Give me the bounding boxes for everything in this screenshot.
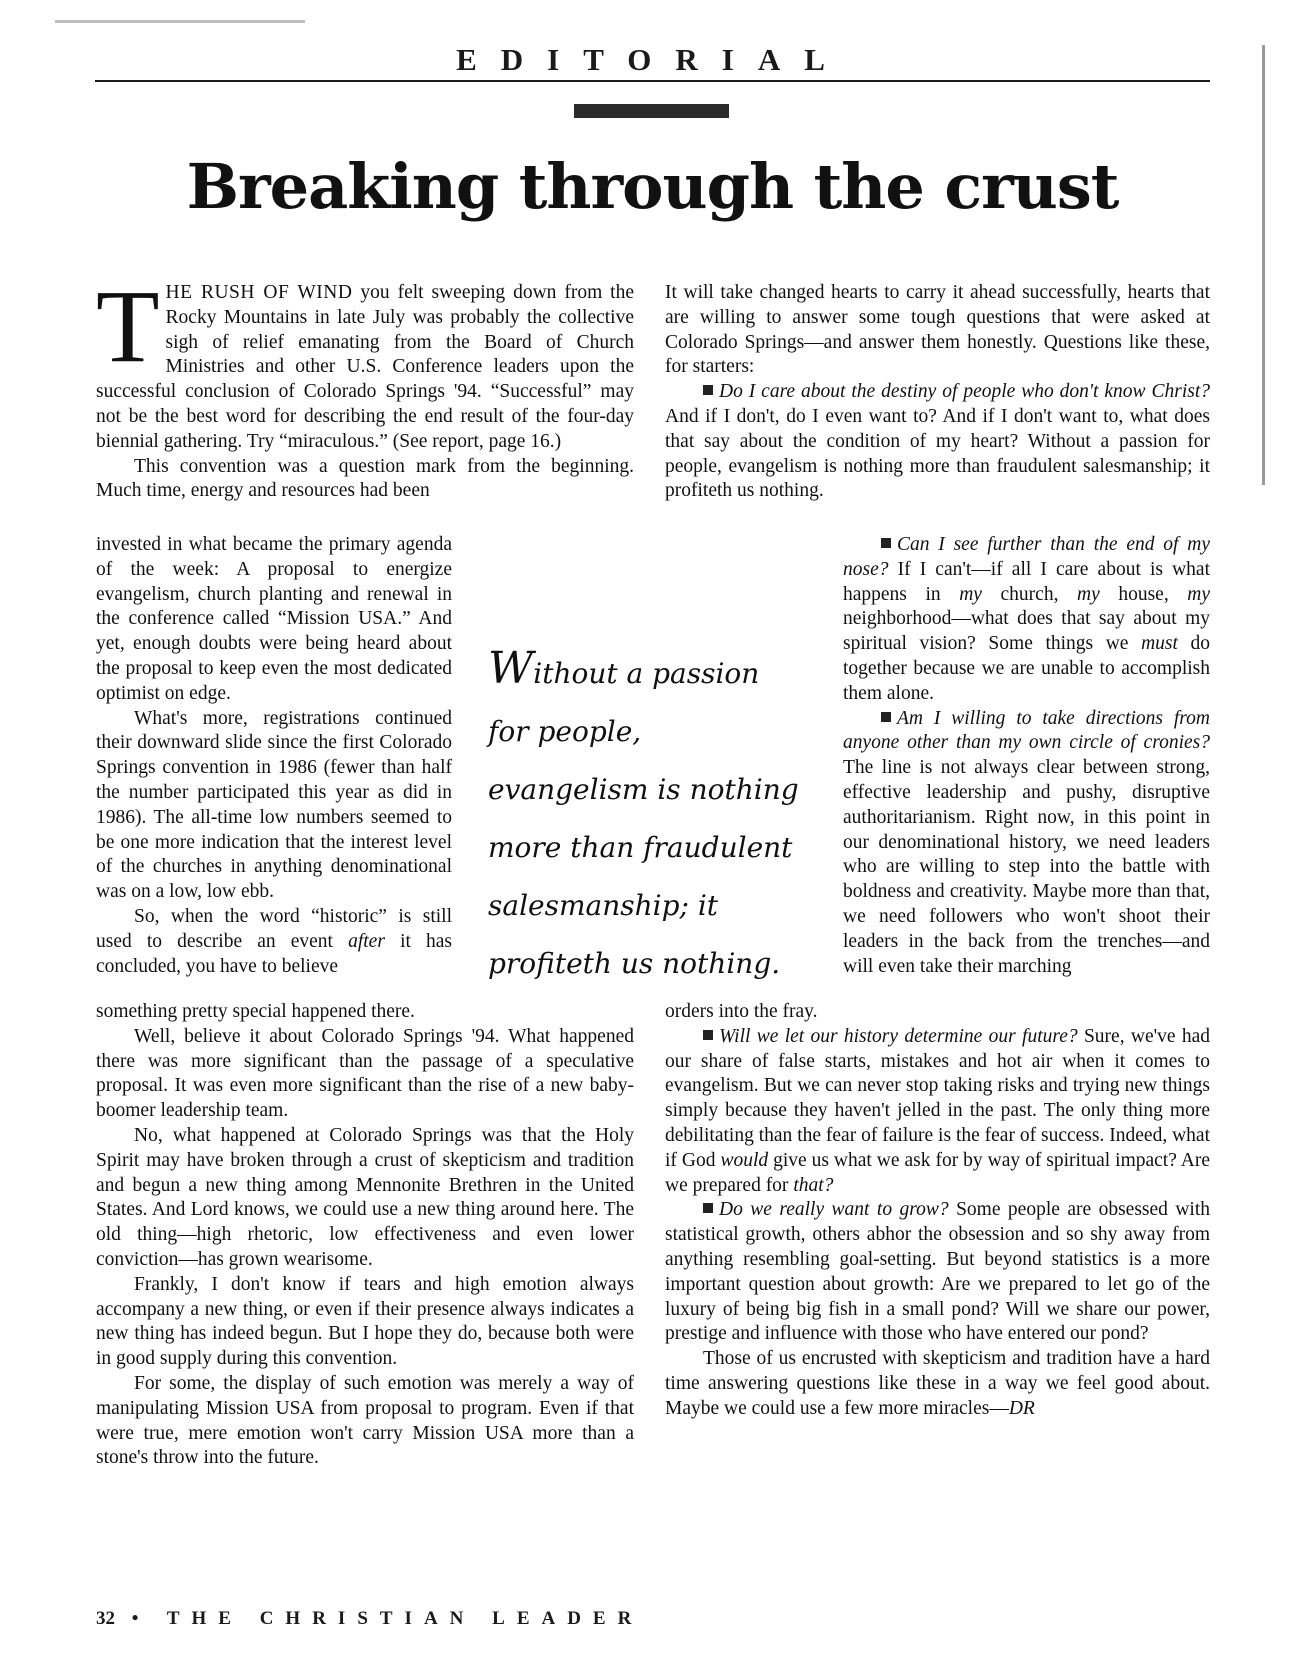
headline: Breaking through the crust [186, 150, 1119, 223]
p4-text-a: So, when the word “historic” is still used to describe an event [96, 905, 452, 952]
pull-quote-line-1: ithout a passion [533, 657, 760, 690]
q2-my-2: my [1077, 583, 1100, 605]
question-1 [665, 380, 1210, 504]
bullet-square-icon [703, 1203, 713, 1213]
paragraph-7: Frankly, I don't know if tears and high emotion always accompany a new thing, or even if their presence always indicates a new thing has indeed begun. But I hope they do, because both were in good supply during this convention. [96, 1273, 634, 1370]
question-3-answer: The line is not always clear between strong, effective leadership and pushy, disruptive authoritarianism. Right now, in this point in our denominational history, we need leaders who are willing to step into the battle with boldness and creativity. Maybe more than that, we need followers who won't shoot their leaders in the back from the trenches—and will even take their marching [843, 757, 1210, 977]
question-5 [665, 1198, 1210, 1347]
pull-quote-line-3: evangelism is nothing [488, 773, 799, 806]
pull-quote [488, 640, 838, 993]
right-column-top [665, 281, 1210, 504]
header-rule [95, 80, 1210, 82]
drop-cap: T [96, 269, 160, 384]
question-1-text: Do I care about the destiny of people who don't know Christ? [719, 381, 1210, 403]
page-number: 32 [96, 1608, 115, 1629]
q4-mid: give us what we ask for by way of spiritual impact? Are we prepared for [665, 1149, 1210, 1196]
question-5-text: Do we really want to grow? [719, 1199, 949, 1221]
opening-runin: HE RUSH OF WIND [165, 282, 353, 303]
paragraph-3: What's more, registrations continued their downward slide since the first Colorado Springs convention in 1986 (fewer than half the number participated this year as did in 1986). The all-time low numbers seemed to be one more indication that the interest level of the churches in anything denominational was on a low, low ebb. [96, 707, 452, 903]
q2-b: church, [1000, 583, 1059, 605]
q2-e: do together because we are unable to accomplish them alone. [843, 633, 1211, 704]
question-1-answer: And if I don't, do I even want to? And if I don't want to, what does that say about the condition of my heart? Without a passion for people, evangelism is nothing more than fraudulent salesmanship; it profiteth us nothing. [665, 405, 1210, 502]
paragraph-6: No, what happened at Colorado Springs was that the Holy Spirit may have broken through a crust of skepticism and tradition and begun a new thing among Mennonite Brethren in the United States. And Lord knows, we could use a new thing around here. The old thing—high rhetoric, low effectiveness and even lower conviction—has grown wearisome. [96, 1124, 634, 1270]
page-edge-line [1262, 45, 1265, 485]
p4-text-b: it has concluded, you have to believe [96, 930, 453, 977]
question-2-text: Can I see further than the end of my nose? [843, 534, 1210, 580]
footer-separator: • [131, 1608, 151, 1629]
scan-edge-mark [55, 20, 305, 23]
section-label: EDITORIAL [456, 42, 849, 77]
paragraph-2-top: This convention was a question mark from the beginning. Much time, energy and resources had been [96, 455, 634, 502]
q2-must: must [1141, 633, 1178, 655]
pull-quote-line-2: for people, [488, 715, 642, 748]
q2-my-1: my [959, 583, 982, 605]
q2-c: house, [1118, 583, 1169, 605]
q4-that: that? [793, 1174, 834, 1196]
bullet-square-icon [881, 538, 891, 548]
author-initials: DR [1008, 1397, 1035, 1419]
question-3-tail: orders into the fray. [665, 1001, 818, 1022]
paragraph-5: Well, believe it about Colorado Springs '94. What happened there was more significant than the passage of a speculative proposal. It was even more significant than the rise of a new baby-boomer leadership team. [96, 1025, 634, 1122]
q4-rest: Sure, we've had our share of false starts, mistakes and hot air when it comes to evangelism. But we can never stop taking risks and trying new things simply because they haven't jelled in the past. The only thing more debilitating than the fear of failure is the fear of success. Indeed, what if God [665, 1025, 1210, 1171]
pull-quote-initial: W [488, 643, 534, 694]
pull-quote-line [488, 640, 838, 703]
right-column-bottom [665, 1000, 1210, 1422]
pull-quote-line-4: more than fraudulent [488, 831, 793, 864]
bullet-square-icon [703, 385, 713, 395]
q4-would: would [720, 1149, 769, 1171]
q2-a: If I can't—if all I care about is what happens in [843, 558, 1211, 605]
left-column-narrow [96, 533, 452, 979]
bullet-square-icon [881, 712, 891, 722]
paragraph-2-narrow: invested in what became the primary agenda of the week: A proposal to energize evangelism, church planting and renewal in the conference called “Mission USA.” And yet, enough doubts were being heard about the proposal to keep even the most dedicated optimist on edge. [96, 534, 452, 704]
right-paragraph-1: It will take changed hearts to carry it ahead successfully, hearts that are willing to answer some tough questions that were asked at Colorado Springs—and answer them honestly. Questions like these, for starters: [665, 282, 1210, 378]
paragraph-8: For some, the display of such emotion was merely a way of manipulating Mission USA from proposal to program. Even if that were true, mere emotion won't carry Mission USA more than a stone's throw into the future. [96, 1372, 634, 1469]
paragraph-4 [96, 905, 452, 979]
bullet-square-icon [703, 1030, 713, 1040]
question-3 [843, 707, 1210, 980]
opening-paragraph [96, 269, 634, 455]
page-footer [96, 1608, 643, 1630]
question-4-text: Will we let our history determine our future? [719, 1025, 1078, 1047]
p4-emphasis: after [348, 930, 385, 952]
opening-text: you felt sweeping down from the Rocky Mountains in late July was probably the collective sigh of relief emanating from the Board of Church Ministries and other U.S. Conference leaders upon the successful conclusion of Colorado Springs '94. “Successful” may not be the best word for describing the end result of the four-day biennial gathering. Try “miraculous.” (See report, page 16.) [96, 282, 634, 452]
question-2 [843, 533, 1210, 707]
left-column-top [96, 269, 634, 504]
pull-quote-line-5: salesmanship; it [488, 889, 719, 922]
q2-my-3: my [1187, 583, 1211, 605]
closing-paragraph [665, 1347, 1210, 1421]
question-5-answer: Some people are obsessed with statistical growth, others abhor the obsession and so shy away from anything resembling goal-setting. But beyond statistics is a more important question about growth: Are we prepared to let go of the luxury of being big fish in a small pond? Will we share our power, prestige and influence with those who have entered our pond? [665, 1199, 1211, 1345]
closing-text: Those of us encrusted with skepticism and tradition have a hard time answering questions like these in a way we feel good about. Maybe we could use a few more miracles— [665, 1348, 1210, 1419]
publication-name: THE CHRISTIAN LEADER [166, 1608, 644, 1629]
question-4 [665, 1025, 1210, 1199]
right-column-narrow [843, 533, 1210, 979]
decorative-bar [574, 104, 729, 118]
question-3-text: Am I willing to take directions from anyone other than my own circle of cronies? [843, 707, 1210, 754]
paragraph-4-tail: something pretty special happened there. [96, 1001, 415, 1022]
q2-d: neighborhood—what does that say about my spiritual vision? Some things we [843, 608, 1210, 655]
pull-quote-line-6: profiteth us nothing. [488, 947, 781, 980]
left-column-bottom [96, 1000, 634, 1471]
